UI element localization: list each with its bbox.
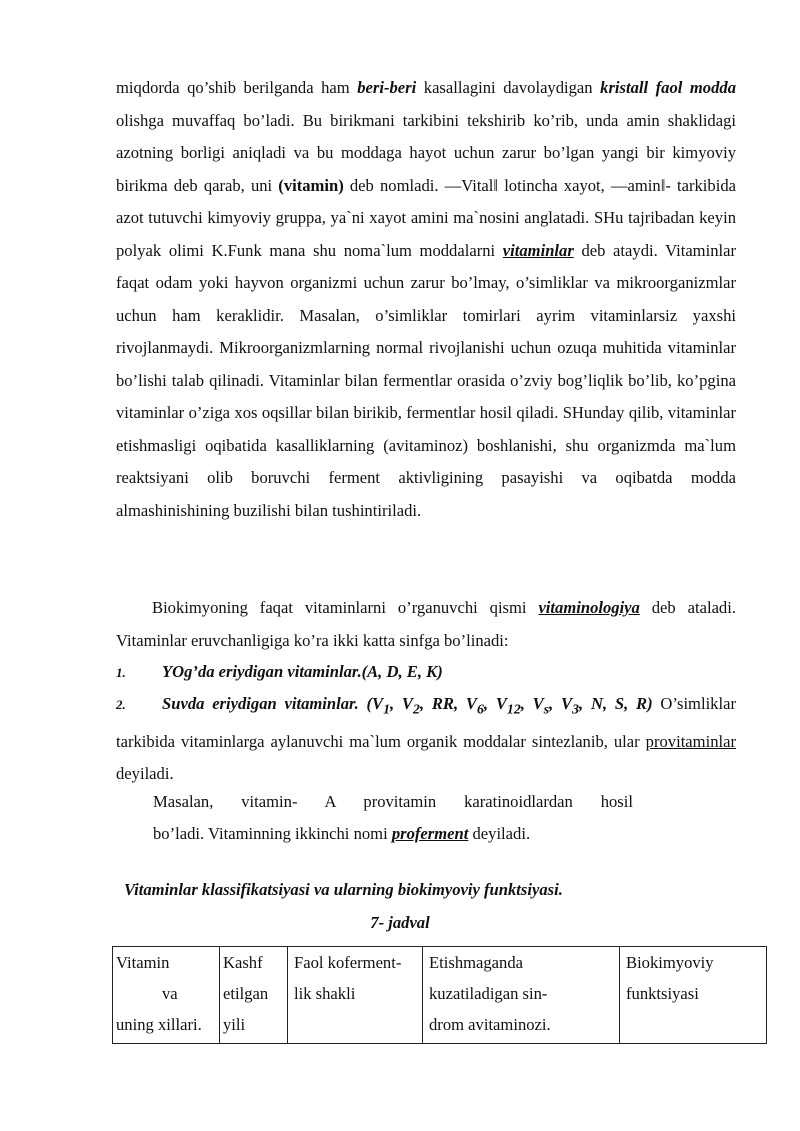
list-item-text — [162, 694, 653, 717]
subscript: 2 — [413, 701, 420, 717]
table-caption: 7- jadval — [370, 913, 430, 932]
text-run: bo’ladi. Vitaminning ikkinchi nomi — [153, 824, 392, 843]
text-run: O’simliklar tarkibida vitaminlarga aylanuvchi ma`lum organik moddalar sintezlanib, ular — [116, 694, 736, 751]
text-run: deb ataydi. Vitaminlar faqat odam yoki hayvon organizmi uchun zarur bo’lmay, o’simliklar va mikroorganizmlar uchun ham keraklidir. Masalan, o’simliklar tomirlari ayrim vitaminlarsiz yaxshi rivojlanmaydi. Mikroorganizmlarning normal rivojlanishi uchun ozuqa muhitida vitaminlar bo’lishi talab qilinadi. Vitaminlar bilan fermentlar orasida o’zviy bog’liqlik bo’lib, ko’pgina vitaminlar o’ziga xos oqsillar bilan birikib, fermentlar hosil qiladi. SHunday qilib, vitaminlar etishmasligi oqibatida kasalliklarning (avitaminoz) boshlanishi, shu organizmda ma`lum reaktsiyani olib boruvchi ferment aktivligining pasayishi va oqibatda modda almashinishining buzilishi bilan tushintiriladi. — [116, 240, 736, 520]
text-run: , V — [390, 694, 414, 713]
subscript: 1 — [383, 701, 391, 717]
section-heading: Vitaminlar klassifikatsiyasi va ularning biokimyoviy funktsiyasi. — [124, 880, 563, 899]
header-text: drom avitaminozi. — [429, 1015, 551, 1034]
term-vitaminologiya: vitaminologiya — [538, 598, 640, 617]
text-run: Suvda eriydigan vitaminlar. (V — [162, 694, 384, 713]
subscript: 3 — [572, 701, 580, 717]
header-text: Vitamin — [116, 953, 170, 972]
header-cell-vitamin — [113, 947, 220, 1044]
header-cell-biokimyoviy — [620, 947, 767, 1044]
text-run: deyiladi. — [468, 824, 531, 843]
body-paragraph-1 — [116, 72, 736, 527]
list-item-text: YOg’da eriydigan vitaminlar.(A, D, E, K) — [162, 662, 443, 681]
text-run: deyiladi. — [116, 764, 174, 784]
header-text: va — [162, 984, 178, 1003]
term-provitaminlar: provitaminlar — [645, 731, 736, 751]
header-cell-kashf — [220, 947, 288, 1044]
text-run: olishga muvaffaq bo’ladi. Bu birikmani tarkibini tekshirib ko’rib, unda amin shaklidagi azotning borligi aniqladi va bu moddaga hayot uchun zarur bo’lgan yangi bir kimyoviy birikma deb qarab, uni — [116, 110, 736, 195]
subscript: 6 — [476, 701, 484, 717]
list-item — [116, 656, 736, 690]
term-proferment: proferment — [391, 824, 469, 843]
list-number: 2. — [116, 697, 126, 712]
header-text: funktsiyasi — [626, 984, 699, 1003]
example-line-1: Masalan, vitamin- A provitamin karatinoidlardan hosil — [153, 792, 633, 811]
text-run: Biokimyoning faqat vitaminlarni o’rganuvchi qismi — [152, 598, 539, 617]
text-run: , RR, V — [419, 694, 477, 713]
header-text: yili — [223, 1015, 246, 1034]
example-line-2 — [153, 818, 633, 851]
list-number: 1. — [116, 665, 126, 680]
text-run: kasallagini davolaydigan — [416, 78, 601, 97]
header-text: Etishmaganda — [429, 953, 524, 972]
term-kristall-faol-modda: kristall faol modda — [600, 78, 736, 97]
header-text: Biokimyoviy — [626, 953, 714, 972]
text-run: , V — [483, 694, 507, 713]
text-run: , V — [520, 694, 544, 713]
body-paragraph-2 — [116, 592, 736, 657]
term-vitaminlar: vitaminlar — [502, 240, 574, 260]
header-text: Faol koferment- — [294, 953, 402, 972]
header-text: etilgan — [223, 984, 269, 1003]
header-cell-etishmaganda — [423, 947, 620, 1044]
text-run: , N, S, R) — [579, 694, 653, 713]
header-text: Kashf — [223, 953, 263, 972]
subscript: s — [543, 701, 550, 717]
list-item — [116, 688, 736, 791]
header-cell-faol-koferment — [288, 947, 423, 1044]
table-header-row — [113, 947, 767, 1044]
vitamin-classification-table — [112, 946, 767, 1044]
text-run: deb ataladi. Vitaminlar eruvchanligiga ko’ra ikki katta sinfga bo’linadi: — [116, 598, 736, 650]
header-text: lik shakli — [294, 984, 356, 1003]
header-text: uning xillari. — [116, 1015, 202, 1034]
subscript: 12 — [506, 701, 521, 717]
term-vitamin: (vitamin) — [278, 175, 344, 195]
header-text: kuzatiladigan sin- — [429, 984, 548, 1003]
text-run: miqdorda qo’shib berilganda ham — [116, 78, 358, 97]
text-run: deb nomladi. ―Vital‖ lotincha xayot, ―amin‖- tarkibida azot tutuvchi kimyoviy gruppa, ya`ni xayot amini ma`nosini anglatadi. SHu tajribadan keyin polyak olimi K.Funk mana shu noma`lum moddalarni — [116, 175, 736, 260]
text-run: , V — [549, 694, 573, 713]
term-beri-beri: beri-beri — [357, 78, 417, 97]
